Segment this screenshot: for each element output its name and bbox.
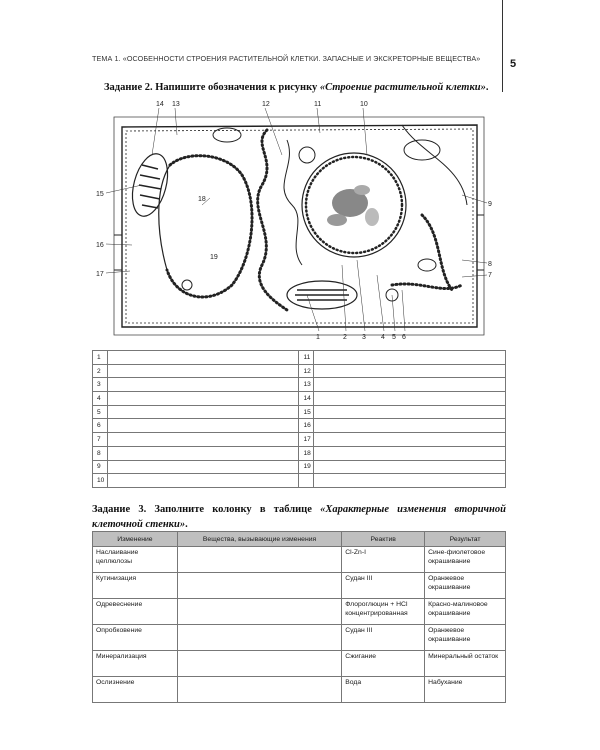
column-header: Изменение <box>93 532 178 547</box>
figure-label: 18 <box>198 196 206 203</box>
figure-label: 1 <box>316 334 320 341</box>
result-cell: Набухание <box>425 677 506 703</box>
answer-field[interactable] <box>314 419 506 433</box>
figure-label: 6 <box>402 334 406 341</box>
reagent-cell: Сжигание <box>342 651 425 677</box>
figure-label: 10 <box>360 101 368 108</box>
change-cell: Наслаивание целлюлозы <box>93 547 178 573</box>
table-row <box>93 405 506 419</box>
table-row <box>93 460 506 474</box>
figure-label: 14 <box>156 101 164 108</box>
change-cell: Кутинизация <box>93 573 178 599</box>
figure-label: 13 <box>172 101 180 108</box>
answer-number: 8 <box>93 446 108 460</box>
figure-label: 9 <box>488 201 492 208</box>
reagent-cell: Флороглюцин + HCl концентрированная <box>342 599 425 625</box>
answer-field[interactable] <box>107 446 299 460</box>
figure-label: 12 <box>262 101 270 108</box>
answer-field[interactable] <box>314 460 506 474</box>
figure-label: 4 <box>381 334 385 341</box>
substances-field[interactable] <box>177 599 341 625</box>
answer-number: 11 <box>299 351 314 365</box>
substances-field[interactable] <box>177 625 341 651</box>
figure-label: 8 <box>488 261 492 268</box>
figure-label: 11 <box>314 101 322 108</box>
answer-field[interactable] <box>314 446 506 460</box>
answer-field[interactable] <box>107 392 299 406</box>
table-row <box>93 547 506 573</box>
answer-number: 1 <box>93 351 108 365</box>
change-cell: Одревеснение <box>93 599 178 625</box>
answer-field[interactable] <box>107 474 299 488</box>
answer-field[interactable] <box>107 419 299 433</box>
reagent-cell: Вода <box>342 677 425 703</box>
task-3-prefix: Задание 3. <box>92 504 147 515</box>
column-header: Результат <box>425 532 506 547</box>
answer-number: 15 <box>299 405 314 419</box>
answer-field[interactable] <box>107 433 299 447</box>
answer-field[interactable] <box>107 364 299 378</box>
result-cell: Сине-фиолетовое окрашивание <box>425 547 506 573</box>
cell-wall-changes-table <box>92 531 506 703</box>
figure-label: 16 <box>96 242 104 249</box>
substances-field[interactable] <box>177 651 341 677</box>
figure-label: 7 <box>488 272 492 279</box>
answer-number: 4 <box>93 392 108 406</box>
answer-number: 16 <box>299 419 314 433</box>
chloroplast <box>287 281 357 309</box>
answer-number: 10 <box>93 474 108 488</box>
reagent-cell: Судан III <box>342 573 425 599</box>
page-number: 5 <box>510 58 517 70</box>
task-3-table-title: «Характерные изменения вторичной клеточной стенки» <box>92 504 506 530</box>
task-3-instruction <box>92 502 506 532</box>
table-header-row <box>93 532 506 547</box>
task-3-suffix: . <box>185 519 188 530</box>
column-header: Реактив <box>342 532 425 547</box>
figure-label-numbers <box>96 101 492 341</box>
figure-label: 5 <box>392 334 396 341</box>
answer-field[interactable] <box>314 474 506 488</box>
task-2-instruction <box>104 82 514 93</box>
reagent-cell: Cl-Zn-I <box>342 547 425 573</box>
answer-field[interactable] <box>314 405 506 419</box>
answer-field[interactable] <box>314 433 506 447</box>
change-cell: Ослизнение <box>93 677 178 703</box>
answer-field[interactable] <box>107 378 299 392</box>
table-row <box>93 446 506 460</box>
change-cell: Минерализация <box>93 651 178 677</box>
answer-field[interactable] <box>107 351 299 365</box>
answer-field[interactable] <box>314 351 506 365</box>
substances-field[interactable] <box>177 677 341 703</box>
task-2-prefix: Задание 2. <box>104 82 153 93</box>
chloroplast <box>126 150 173 220</box>
answers-table <box>92 350 506 488</box>
cell-drawing <box>114 117 484 335</box>
answer-number <box>299 474 314 488</box>
change-cell: Опробковение <box>93 625 178 651</box>
answer-field[interactable] <box>107 405 299 419</box>
answer-field[interactable] <box>314 364 506 378</box>
table-row <box>93 677 506 703</box>
answer-field[interactable] <box>314 378 506 392</box>
result-cell: Оранжевое окрашивание <box>425 573 506 599</box>
table-row <box>93 378 506 392</box>
substances-field[interactable] <box>177 547 341 573</box>
answer-number: 5 <box>93 405 108 419</box>
table-row <box>93 651 506 677</box>
table-row <box>93 364 506 378</box>
table-row <box>93 474 506 488</box>
answer-number: 6 <box>93 419 108 433</box>
table-row <box>93 392 506 406</box>
answer-number: 17 <box>299 433 314 447</box>
table-row <box>93 573 506 599</box>
answer-number: 12 <box>299 364 314 378</box>
task-2-text: Напишите обозначения к рисунку <box>152 82 320 93</box>
figure-label: 3 <box>362 334 366 341</box>
table-row <box>93 351 506 365</box>
answer-number: 19 <box>299 460 314 474</box>
figure-label: 2 <box>343 334 347 341</box>
answer-number: 7 <box>93 433 108 447</box>
table-row <box>93 599 506 625</box>
column-header: Вещества, вызывающие изменения <box>177 532 341 547</box>
answer-number: 3 <box>93 378 108 392</box>
table-row <box>93 433 506 447</box>
running-title: ТЕМА 1. «ОСОБЕННОСТИ СТРОЕНИЯ РАСТИТЕЛЬНОЙ КЛЕТКИ. ЗАПАСНЫЕ И ЭКСКРЕТОРНЫЕ ВЕЩЕСТВА» <box>92 54 481 63</box>
result-cell: Минеральный остаток <box>425 651 506 677</box>
task-2-figure-title: «Строение растительной клетки» <box>319 82 486 93</box>
answer-number: 13 <box>299 378 314 392</box>
answer-number: 18 <box>299 446 314 460</box>
figure-label: 15 <box>96 191 104 198</box>
answer-field[interactable] <box>107 460 299 474</box>
task-2-suffix: . <box>485 82 489 93</box>
margin-rule <box>502 0 503 92</box>
answer-number: 2 <box>93 364 108 378</box>
figure-label: 19 <box>210 254 218 261</box>
answer-number: 9 <box>93 460 108 474</box>
result-cell: Красно-малиновое окрашивание <box>425 599 506 625</box>
task-3-text: Заполните колонку в таблице <box>146 504 321 515</box>
plant-cell-diagram <box>92 95 506 345</box>
answer-field[interactable] <box>314 392 506 406</box>
answer-number: 14 <box>299 392 314 406</box>
reagent-cell: Судан III <box>342 625 425 651</box>
table-row <box>93 419 506 433</box>
chloroplast <box>213 128 440 160</box>
substances-field[interactable] <box>177 573 341 599</box>
result-cell: Оранжевое окрашивание <box>425 625 506 651</box>
figure-label: 17 <box>96 271 104 278</box>
table-row <box>93 625 506 651</box>
